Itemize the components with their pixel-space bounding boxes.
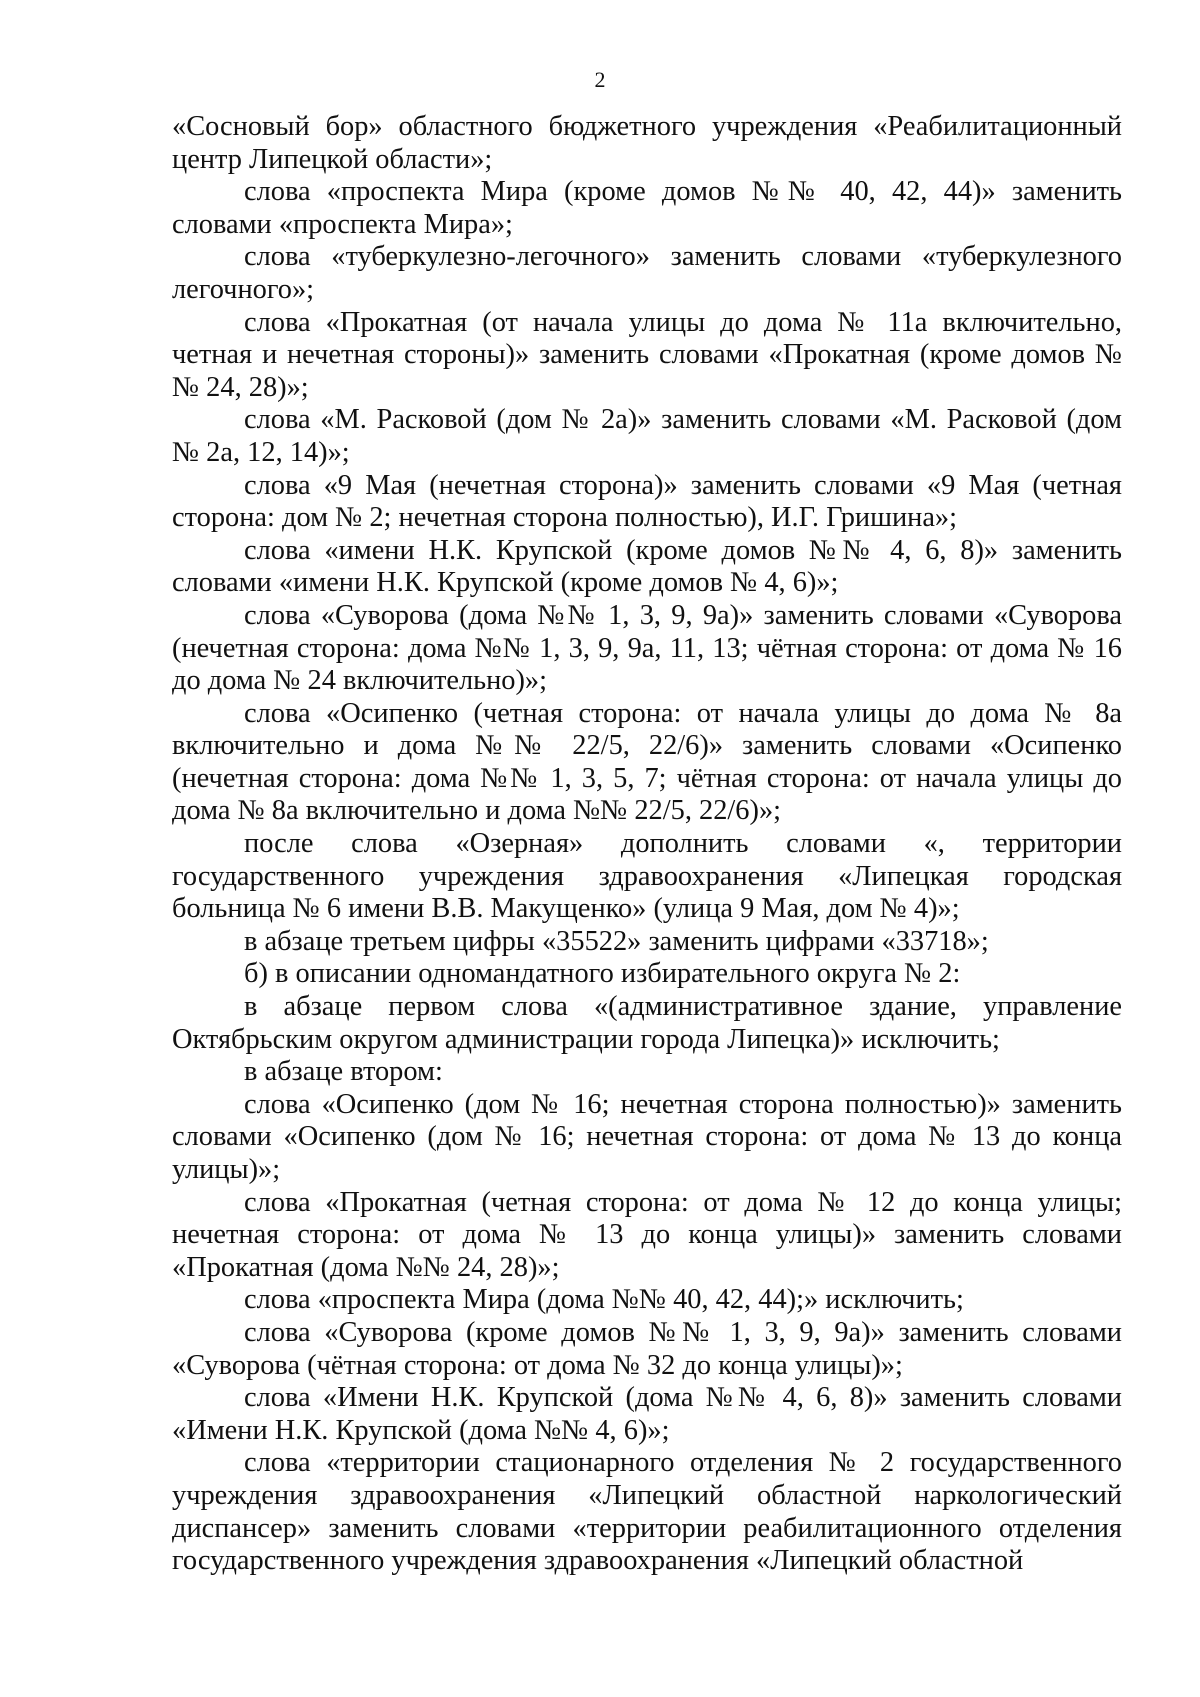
paragraph: слова «Осипенко (четная сторона: от начала улицы до дома № 8а включительно и дома №№ 22/5, 22/6)» заменить словами «Осипенко (нечетная сторона: дома №№ 1, 3, 5, 7; чётная сторона: от начала улицы до дома № 8а включительно и дома №№ 22/5, 22/6)»; — [172, 697, 1122, 827]
document-body — [172, 111, 1122, 1578]
paragraph: слова «Имени Н.К. Крупской (дома №№ 4, 6, 8)» заменить словами «Имени Н.К. Крупской (дома №№ 4, 6)»; — [172, 1382, 1122, 1446]
paragraph: слова «Прокатная (от начала улицы до дома № 11а включительно, четная и нечетная стороны)» заменить словами «Прокатная (кроме домов №№ 24, 28)»; — [172, 306, 1122, 403]
paragraph: слова «проспекта Мира (дома №№ 40, 42, 44);» исключить; — [244, 1284, 964, 1316]
paragraph: в абзаце втором: — [244, 1056, 443, 1088]
paragraph: слова «Суворова (дома №№ 1, 3, 9, 9а)» заменить словами «Суворова (нечетная сторона: дома №№ 1, 3, 9, 9а, 11, 13; чётная сторона: от дома № 16 до дома № 24 включительно)»; — [172, 599, 1122, 697]
paragraph: в абзаце первом слова «(административное здание, управление Октябрьским округом администрации города Липецка)» исключить; — [172, 991, 1122, 1055]
paragraph: слова «территории стационарного отделения № 2 государственного учреждения здравоохранения «Липецкий областной наркологический диспансер» заменить словами «территории реабилитационного отделения государственного учреждения здравоохранения «Липецкий областной — [172, 1447, 1122, 1577]
paragraph: слова «9 Мая (нечетная сторона)» заменить словами «9 Мая (четная сторона: дом № 2; нечетная сторона полностью), И.Г. Гришина»; — [172, 469, 1122, 534]
paragraph: слова «Суворова (кроме домов №№ 1, 3, 9, 9а)» заменить словами «Суворова (чётная сторона: от дома № 32 до конца улицы)»; — [172, 1316, 1122, 1381]
paragraph: в абзаце третьем цифры «35522» заменить цифрами «33718»; — [244, 925, 989, 957]
page-number: 2 — [594, 67, 606, 92]
paragraph: «Сосновый бор» областного бюджетного учреждения «Реабилитационный центр Липецкой области»; — [172, 111, 1122, 175]
paragraph: слова «туберкулезно-легочного» заменить словами «туберкулезного легочного»; — [172, 241, 1122, 305]
paragraph: слова «проспекта Мира (кроме домов №№ 40, 42, 44)» заменить словами «проспекта Мира»; — [172, 176, 1122, 240]
paragraph: слова «Прокатная (четная сторона: от дома № 12 до конца улицы; нечетная сторона: от дома № 13 до конца улицы)» заменить словами «Прокатная (дома №№ 24, 28)»; — [172, 1186, 1122, 1283]
paragraph: после слова «Озерная» дополнить словами «, территории государственного учреждения здравоохранения «Липецкая городская больница № 6 имени В.В. Макущенко» (улица 9 Мая, дом № 4)»; — [172, 828, 1122, 925]
paragraph: слова «имени Н.К. Крупской (кроме домов №№ 4, 6, 8)» заменить словами «имени Н.К. Крупской (кроме домов № 4, 6)»; — [172, 534, 1122, 599]
paragraph: б) в описании одномандатного избирательного округа № 2: — [244, 958, 961, 990]
paragraph: слова «М. Расковой (дом № 2а)» заменить словами «М. Расковой (дом № 2а, 12, 14)»; — [172, 404, 1122, 468]
paragraph: слова «Осипенко (дом № 16; нечетная сторона полностью)» заменить словами «Осипенко (дом № 16; нечетная сторона: от дома № 13 до конца улицы)»; — [172, 1088, 1122, 1185]
